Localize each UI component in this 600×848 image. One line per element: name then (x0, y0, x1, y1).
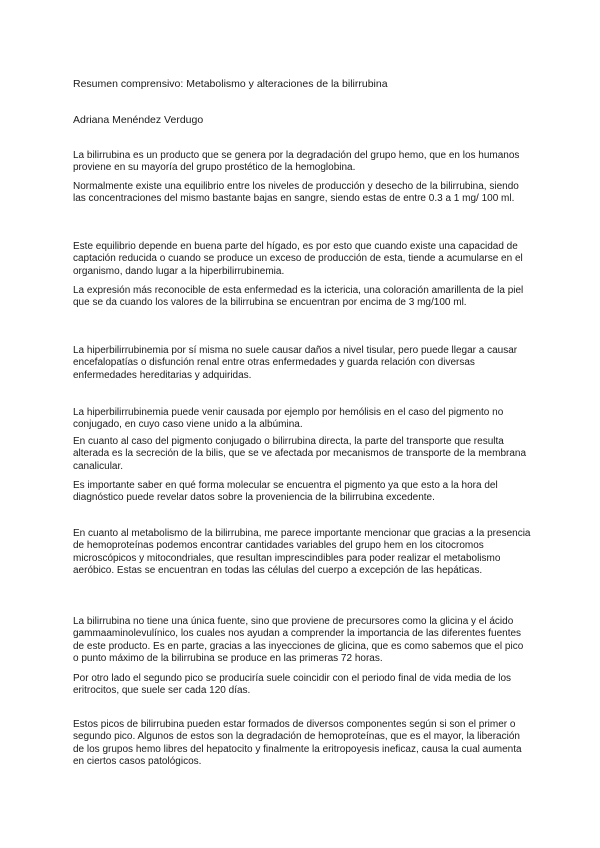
paragraph: En cuanto al caso del pigmento conjugado o bilirrubina directa, la parte del transporte que resulta alterada es la secreción de la bilis, que se ve afectada por mecanismos de transporte de la membrana canalicular. (73, 436, 527, 472)
paragraph: Es importante saber en qué forma molecular se encuentra el pigmento ya que esto a la hora del diagnóstico puede revelar datos sobre la proveniencia de la bilirrubina excedente. (73, 480, 498, 504)
paragraph: La bilirrubina es un producto que se genera por la degradación del grupo hemo, que en los humanos proviene en su mayoría del grupo prostético de la hemoglobina. (73, 150, 520, 174)
paragraph: Estos picos de bilirrubina pueden estar formados de diversos componentes según si son el primer o segundo pico. Algunos de estos son la degradación de hemoproteínas, que es el mayor, la liberación de los grupos hemo libres del hepatocito y finalmente la eritropoyesis ineficaz, causa la cual aumenta en ciertos casos patológicos. (73, 719, 522, 768)
paragraph: La expresión más reconocible de esta enfermedad es la ictericia, una coloración amarillenta de la piel que se da cuando los valores de la bilirrubina se encuentran por encima de 3 mg/100 ml. (73, 285, 524, 309)
paragraph: La bilirrubina no tiene una única fuente, sino que proviene de precursores como la glicina y el ácido gammaaminolevulínico, los cuales nos ayudan a comprender la importancia de las diferentes fuentes de este producto. Es en parte, gracias a las inyecciones de glicina, que es como sabemos que el pico o punto máximo de la bilirrubina se produce en las primeras 72 horas. (73, 616, 524, 665)
paragraph: La hiperbilirrubinemia puede venir causada por ejemplo por hemólisis en el caso del pigmento no conjugado, en cuyo caso viene unido a la albúmina. (73, 407, 504, 431)
document-author: Adriana Menéndez Verdugo (73, 114, 204, 126)
paragraph: Este equilibrio depende en buena parte del hígado, es por esto que cuando existe una capacidad de captación reducida o cuando se produce un exceso de producción de esta, tiende a acumularse en el organismo, dando lugar a la hiperbilirrubinemia. (73, 241, 523, 277)
paragraph: Normalmente existe una equilibrio entre los niveles de producción y desecho de la bilirrubina, siendo las concentraciones del mismo bastante bajas en sangre, siendo estas de entre 0.3 a 1 mg/ 100 ml. (73, 181, 519, 205)
document-title: Resumen comprensivo: Metabolismo y alteraciones de la bilirrubina (73, 78, 388, 90)
paragraph: La hiperbilirrubinemia por sí misma no suele causar daños a nivel tisular, pero puede llegar a causar encefalopatías o disfunción renal entre otras enfermedades y guarda relación con diversas enfermedades hereditarias y adquiridas. (73, 345, 518, 381)
paragraph: Por otro lado el segundo pico se produciría suele coincidir con el periodo final de vida media de los eritrocitos, que suele ser cada 120 días. (73, 673, 512, 697)
paragraph: En cuanto al metabolismo de la bilirrubina, me parece importante mencionar que gracias a la presencia de hemoproteínas podemos encontrar cantidades variables del grupo hem en los citocromos microscópicos y mitocondriales, que resultan imprescindibles para poder realizar el metabolismo aeróbico. Estas se encuentran en todas las células del cuerpo a excepción de las hepáticas. (73, 528, 531, 577)
